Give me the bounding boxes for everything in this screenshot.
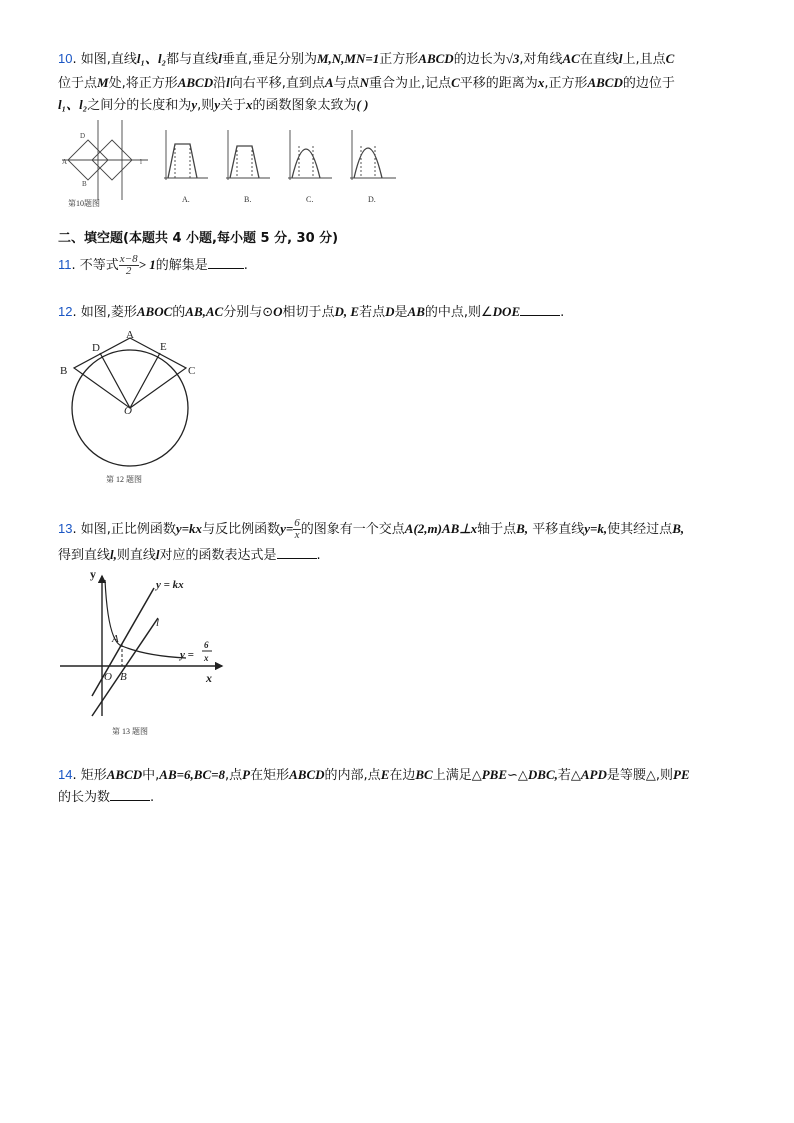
q13-text: 的图象有一个交点	[300, 522, 405, 537]
q13-number: 13	[58, 521, 73, 536]
q13-frac-den: x	[294, 529, 300, 541]
q14-var: AB=6,BC=8	[159, 767, 226, 782]
q13-var: l	[155, 547, 160, 562]
q10-var: C	[451, 75, 460, 90]
q10-text: 都与直线	[166, 52, 219, 67]
q10-var: l₁、l₂	[136, 51, 167, 66]
q14-text: 在矩形	[250, 768, 290, 783]
q10-option-b: B.	[244, 195, 252, 204]
q13-frac-num: 6	[294, 517, 300, 529]
q10-number: 10	[58, 51, 73, 66]
q10-figure	[56, 116, 406, 212]
q14-var: ABCD	[289, 767, 325, 782]
q12-label-o: O	[124, 405, 132, 417]
q14-var: E	[380, 767, 390, 782]
q12-label-d: D	[92, 342, 100, 354]
q10-var: M	[97, 75, 109, 90]
q14-text: .	[150, 790, 155, 805]
q13-label-xden: x	[204, 653, 209, 663]
q14-answer-blank[interactable]	[110, 788, 150, 801]
q13-var: y=	[280, 521, 294, 536]
q10-var: AC	[562, 51, 580, 66]
q12-var: O	[273, 304, 283, 319]
q13-label-a: A	[112, 633, 119, 645]
q14-line1	[58, 766, 690, 785]
q10-var: l	[618, 51, 623, 66]
q10-var: C	[665, 51, 675, 66]
q10-option-c: C.	[306, 195, 314, 204]
q11-frac-den: 2	[125, 265, 132, 277]
q10-var: √3	[505, 51, 520, 66]
q13-label-x: x	[206, 671, 212, 685]
q11-answer-blank[interactable]	[208, 256, 244, 269]
q14-line2	[58, 788, 154, 807]
q10-var: l	[218, 51, 222, 66]
q13-text: 使其经过点	[607, 522, 673, 537]
q10-var: N	[359, 75, 369, 90]
q14-var: BC	[415, 767, 433, 782]
q12-line	[58, 303, 564, 322]
q12-label-a: A	[126, 330, 134, 341]
q14-var: PE	[673, 767, 690, 782]
q14-text: 的长为数	[58, 790, 111, 805]
q13-label-ykx: y = kx	[156, 579, 184, 591]
q13-var: y=kx	[175, 521, 203, 536]
q10-text: 位于点	[58, 76, 98, 91]
q12-text: . 如图,菱形	[72, 305, 137, 320]
q12-label-c: C	[188, 365, 196, 377]
q10-text: 的函数图象太致为	[252, 98, 357, 113]
q13-text: 得到直线	[58, 548, 111, 563]
q10-text: 沿	[213, 76, 227, 91]
q14-var: APD	[580, 767, 607, 782]
q10-var: y	[214, 97, 221, 112]
q10-text: 的边长为	[453, 52, 506, 67]
q11-text: > 1	[138, 257, 156, 272]
q14-text: ,点	[225, 768, 243, 783]
q10-var: A	[324, 75, 334, 90]
q13-var: A(2,m)	[404, 521, 442, 536]
q13-label-l: l	[156, 617, 160, 629]
q14-var: P	[242, 767, 251, 782]
q10-text: ,对角线	[519, 52, 563, 67]
q10-text: 关于	[220, 98, 247, 113]
q10-var: y	[191, 97, 198, 112]
q11-number: 11	[58, 257, 72, 272]
q12-number: 12	[58, 304, 73, 319]
q10-var: x	[537, 75, 545, 90]
q12-var: ABOC	[136, 304, 173, 319]
q13-label-six: 6	[204, 640, 209, 650]
q13-label-b: B	[120, 671, 127, 683]
q13-label-y: y	[90, 567, 96, 581]
q12-var: AB	[407, 304, 425, 319]
q13-text: 与反比例函数	[202, 522, 281, 537]
q12-text: 的	[172, 305, 186, 320]
q10-caption: 第10题图	[68, 199, 100, 208]
q12-rhombus	[74, 338, 186, 408]
q10-text: 在直线	[579, 52, 619, 67]
q13-text: 轴于点	[477, 522, 517, 537]
q10-text: ,正方形	[544, 76, 588, 91]
q14-text: 中,	[142, 768, 160, 783]
q11-fraction	[119, 254, 139, 277]
q14-text: 上满足△	[432, 768, 482, 783]
q12-text: 的中点,则∠	[424, 305, 493, 320]
q13-line1	[58, 518, 684, 541]
q10-line3	[58, 96, 368, 115]
q12-text: .	[560, 305, 565, 320]
q13-hyperbola	[105, 580, 186, 658]
q10-var: ABCD	[418, 51, 454, 66]
q10-text: . 如图,直线	[72, 52, 137, 67]
q10-var: ABCD	[177, 75, 214, 90]
q14-text: . 矩形	[72, 768, 107, 783]
q13-var: y=k,	[584, 521, 608, 536]
q12-text: 若点	[359, 305, 386, 320]
q12-var: D, E	[334, 304, 360, 319]
q10-text: ,则	[197, 98, 215, 113]
q13-var: B,	[516, 521, 529, 536]
q10-answer-paren: ( )	[356, 97, 369, 112]
q13-var: AB⊥x	[441, 521, 478, 536]
q12-var: AB,AC	[185, 304, 224, 319]
q11-text: . 不等式	[71, 258, 119, 273]
q10-text: 处,将正方形	[108, 76, 178, 91]
q12-var: DOE	[492, 304, 521, 319]
q10-text: 重合为止,记点	[368, 76, 452, 91]
q14-number: 14	[58, 767, 73, 782]
q12-text: 是	[394, 305, 408, 320]
q10-text: 与点	[333, 76, 360, 91]
q13-text: .	[316, 548, 321, 563]
q12-caption: 第 12 题图	[106, 475, 142, 484]
q10-label-a: A	[62, 158, 68, 166]
q10-text: 垂直,垂足分别为	[221, 52, 317, 67]
q13-label-o: O	[104, 671, 112, 683]
q14-text: 的内部,点	[324, 768, 381, 783]
q10-var: l	[226, 75, 230, 90]
q10-text: 之间分的长度和为	[87, 98, 192, 113]
q12-text: 相切于点	[282, 305, 335, 320]
q10-square-diagram	[62, 120, 148, 200]
q10-label-d: D	[80, 132, 86, 140]
q10-var: l₁、l₂	[58, 97, 88, 112]
q13-answer-blank[interactable]	[277, 546, 317, 559]
q14-var: DBC,	[527, 767, 558, 782]
q10-label-b: B	[82, 180, 87, 188]
q10-text: 上,且点	[622, 52, 666, 67]
q10-text: 向右平移,直到点	[229, 76, 325, 91]
q13-var: l,	[110, 547, 117, 562]
q13-text: 平移直线	[528, 522, 585, 537]
section-title: 二、填空题(本题共 4 小题,每小题 5 分, 30 分)	[58, 231, 339, 246]
q13-figure	[56, 566, 236, 746]
q10-option-d: D.	[368, 195, 376, 204]
q12-text: 分别与⊙	[223, 305, 274, 320]
q10-var: M,N,MN=1	[316, 51, 380, 66]
q12-figure	[56, 330, 206, 490]
q13-caption: 第 13 题图	[112, 727, 148, 736]
q12-label-e: E	[160, 341, 167, 353]
q11-frac-num: x−8	[119, 253, 138, 265]
q10-text: 正方形	[379, 52, 419, 67]
q13-text: 对应的函数表达式是	[159, 548, 277, 563]
q10-label-l: l	[140, 158, 142, 166]
q13-text: 则直线	[116, 548, 156, 563]
q10-text: 的边位于	[622, 76, 675, 91]
q10-option-graphs	[164, 130, 396, 180]
q12-answer-blank[interactable]	[520, 303, 560, 316]
q14-text: 在边	[389, 768, 416, 783]
q10-var: ABCD	[587, 75, 623, 90]
q14-text: 是等腰△,则	[606, 768, 674, 783]
q10-line2	[58, 74, 675, 93]
q11-line	[58, 254, 248, 277]
q14-text: 若△	[557, 768, 581, 783]
q13-var: B,	[672, 521, 685, 536]
q12-var: D	[385, 304, 395, 319]
q14-var: PBE	[481, 767, 508, 782]
q10-line1	[58, 50, 674, 69]
q11-text: 的解集是	[155, 258, 208, 273]
q10-var: x	[246, 97, 253, 112]
q10-text: 平移的距离为	[459, 76, 538, 91]
q13-label-ydef: y =	[180, 649, 194, 661]
q13-fraction	[293, 518, 301, 541]
q11-text: .	[243, 258, 248, 273]
q12-label-b: B	[60, 365, 68, 377]
q13-line2	[58, 546, 321, 565]
q13-text: . 如图,正比例函数	[72, 522, 176, 537]
q14-text: ∽△	[507, 768, 528, 783]
q14-var: ABCD	[106, 767, 143, 782]
q10-option-a: A.	[182, 195, 190, 204]
